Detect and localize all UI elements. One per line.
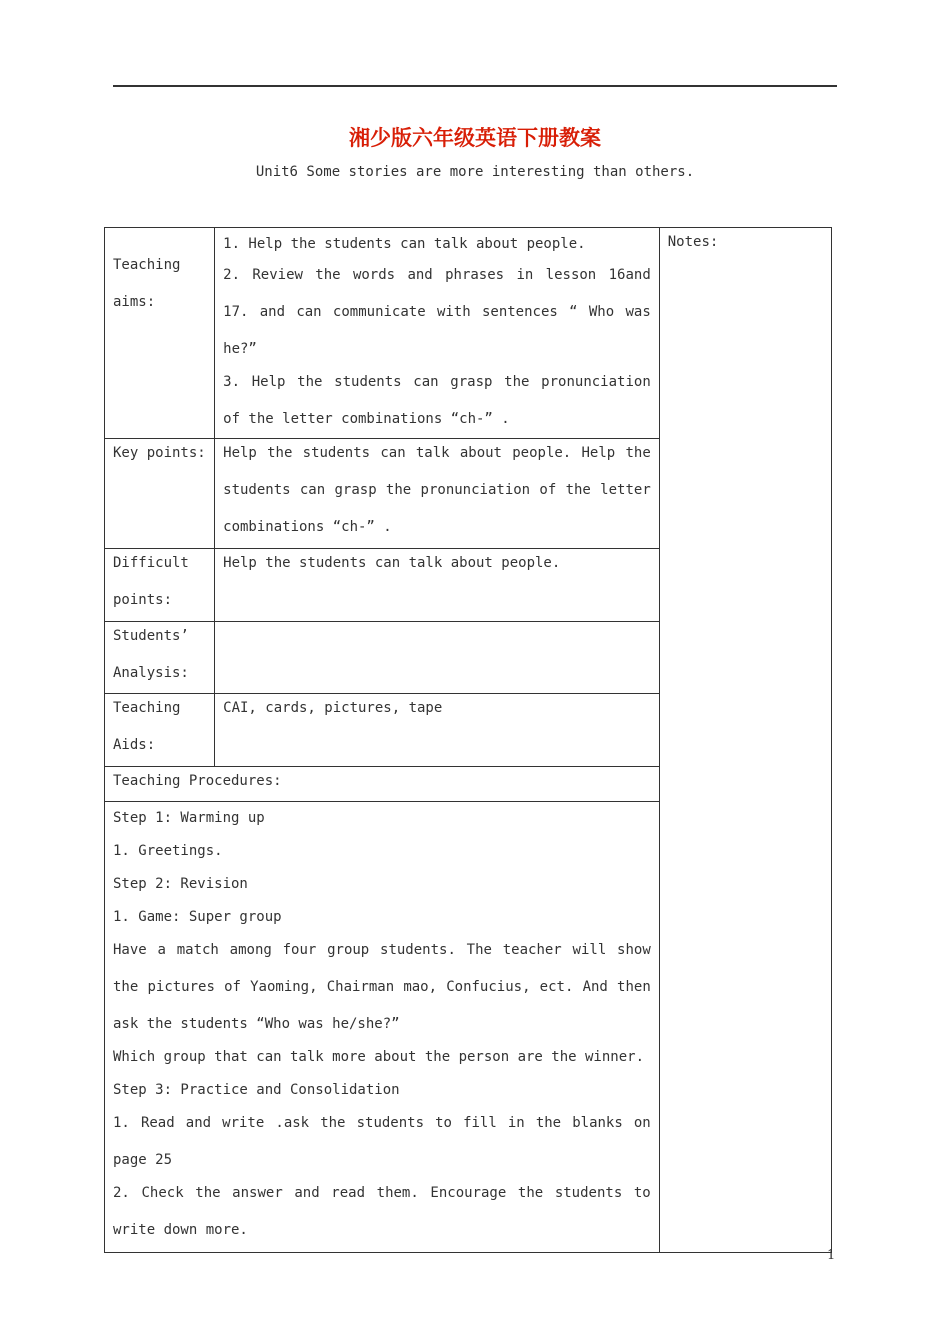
procedure-line: Step 1: Warming up — [113, 810, 265, 826]
document-title: 湘少版六年级英语下册教案 — [349, 125, 601, 150]
aim-item: 1. Help the students can talk about people. — [223, 236, 586, 252]
difficult-points-label: Difficult points: — [113, 555, 189, 608]
procedure-line: Step 3: Practice and Consolidation — [113, 1082, 400, 1098]
notes-label: Notes: — [667, 234, 719, 250]
page-number: 1 — [827, 1248, 836, 1263]
students-analysis-text — [215, 622, 659, 626]
key-points-text: Help the students can talk about people. Help the students can grasp the pronunciation of the letter combinations “ch-” . — [223, 445, 651, 535]
teaching-aims-row — [105, 228, 832, 439]
difficult-points-text: Help the students can talk about people. — [223, 555, 561, 571]
teaching-aids-label: Teaching Aids: — [113, 700, 181, 753]
teaching-aims-label: Teaching aims: — [113, 257, 181, 310]
procedure-line: Which group that can talk more about the person are the winner. — [113, 1049, 645, 1065]
procedures-label: Teaching Procedures: — [113, 773, 282, 789]
students-analysis-label: Students’ Analysis: — [113, 628, 189, 681]
lesson-plan-table — [104, 227, 832, 1253]
procedure-line: Have a match among four group students. The teacher will show the pictures of Yaoming, Chairman mao, Confucius, ect. And then ask the students “Who was he/she?” — [113, 942, 651, 1032]
procedure-line: 1. Game: Super group — [113, 909, 282, 925]
teaching-aids-text: CAI, cards, pictures, tape — [223, 700, 443, 716]
procedure-line: 2. Check the answer and read them. Encourage the students to write down more. — [113, 1185, 651, 1238]
header-rule — [113, 85, 837, 87]
procedure-line: 1. Greetings. — [113, 843, 223, 859]
aim-item: 3. Help the students can grasp the pronunciation of the letter combinations “ch-” . — [223, 374, 651, 427]
aim-item: 2. Review the words and phrases in lesson 16and 17. and can communicate with sentences “ Who was he?” — [223, 267, 651, 357]
key-points-label: Key points: — [113, 445, 206, 461]
document-subtitle: Unit6 Some stories are more interesting than others. — [255, 164, 695, 180]
procedure-line: 1. Read and write .ask the students to fill in the blanks on page 25 — [113, 1115, 651, 1168]
procedure-line: Step 2: Revision — [113, 876, 248, 892]
